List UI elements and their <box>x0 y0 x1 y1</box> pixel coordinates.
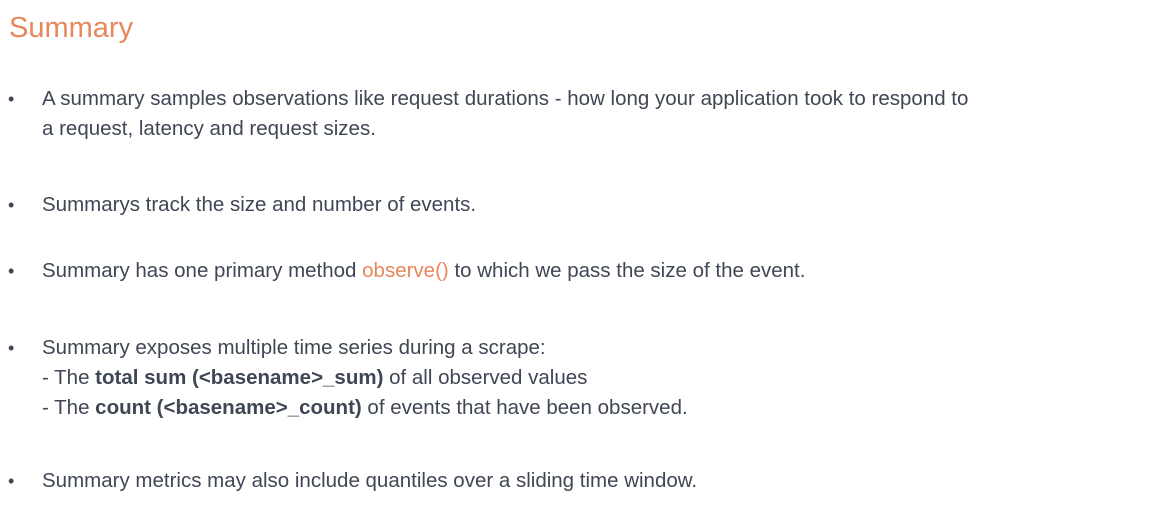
metric-name-count: count (<basename>_count) <box>95 396 362 419</box>
bullet-text <box>42 466 1170 496</box>
bullet-text <box>42 84 1170 144</box>
bullet-text <box>42 190 1170 220</box>
text-segment: of events that have been observed. <box>361 396 688 419</box>
bullet-text <box>42 256 1170 286</box>
bullet-line: A summary samples observations like request durations - how long your application took to respond to <box>42 87 969 110</box>
bullet-dot-icon: • <box>8 195 15 215</box>
bullet-line: Summary exposes multiple time series during a scrape: <box>42 336 546 359</box>
bullet-dot-icon: • <box>8 89 15 109</box>
sub-item-sum <box>42 363 1170 393</box>
bullet-line: Summarys track the size and number of events. <box>42 193 477 216</box>
metric-name-sum: total sum (<basename>_sum) <box>95 366 384 389</box>
text-segment: - The <box>42 366 96 389</box>
bullet-dot-icon: • <box>8 261 15 281</box>
bullet-line: Summary metrics may also include quantiles over a sliding time window. <box>42 469 698 492</box>
sub-item-count <box>42 393 1170 423</box>
bullet-line <box>42 256 1170 286</box>
bullet-dot-icon: • <box>8 471 15 491</box>
method-name: observe() <box>362 259 449 282</box>
bullet-line: a request, latency and request sizes. <box>42 117 376 140</box>
text-segment: to which we pass the size of the event. <box>448 259 806 282</box>
slide-title: Summary <box>9 12 134 44</box>
text-segment: of all observed values <box>383 366 588 389</box>
text-segment: - The <box>42 396 96 419</box>
bullet-dot-icon: • <box>8 338 15 358</box>
bullet-text <box>42 333 1170 423</box>
text-segment: Summary has one primary method <box>42 259 363 282</box>
